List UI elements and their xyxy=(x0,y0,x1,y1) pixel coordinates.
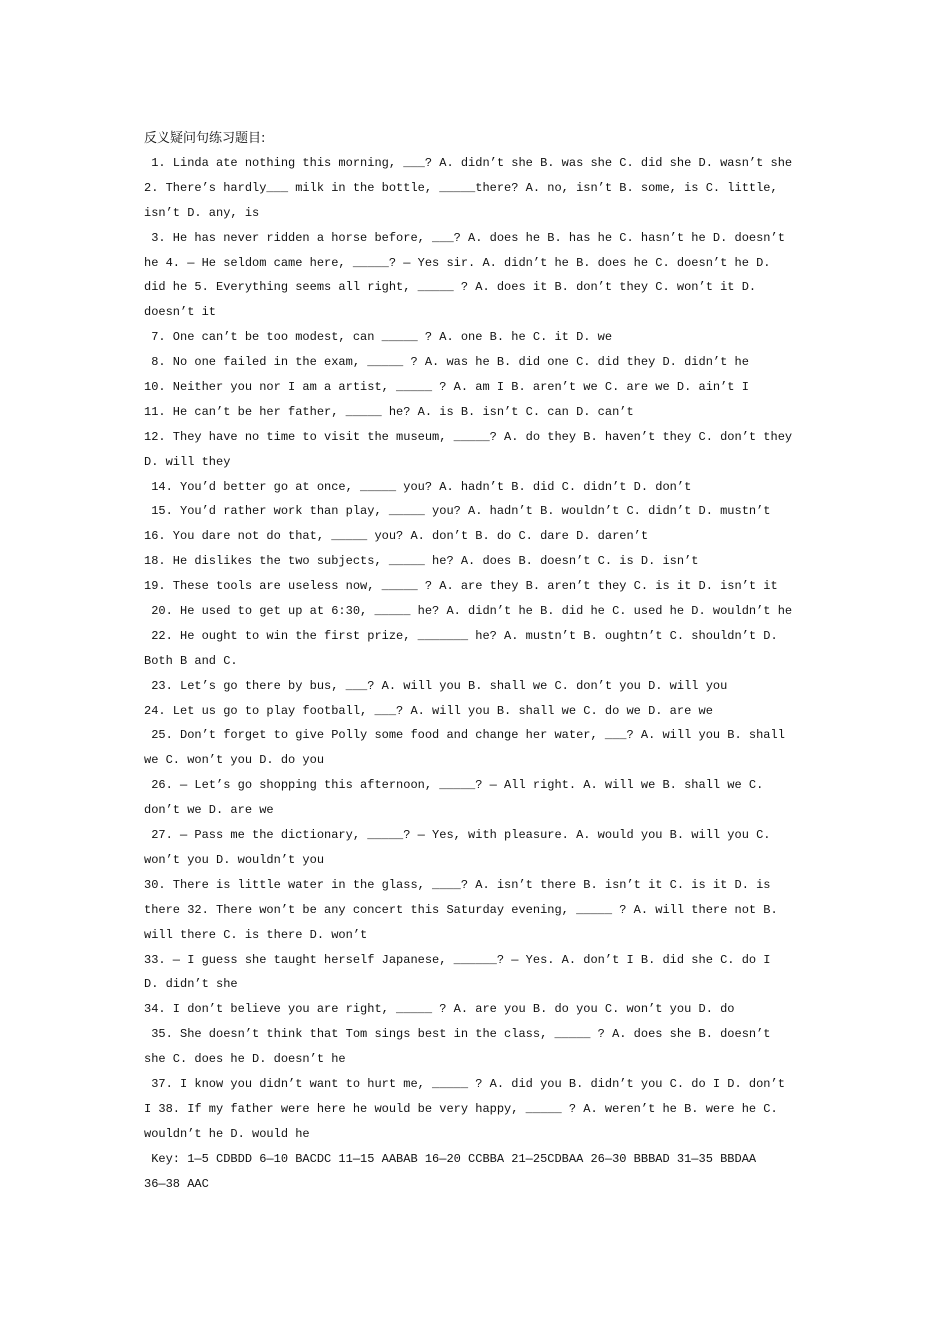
question-line: will there C. is there D. won’t xyxy=(144,927,368,942)
question-line: 8. No one failed in the exam, _____ ? A. was he B. did one C. did they D. didn’t he xyxy=(144,355,749,370)
question-line: 16. You dare not do that, _____ you? A. don’t B. do C. dare D. daren’t xyxy=(144,529,649,544)
question-line: 1. Linda ate nothing this morning, ___? A. didn’t she B. was she C. did she D. wasn’t she xyxy=(144,156,793,170)
question-line: 24. Let us go to play football, ___? A. will you B. shall we C. do we D. are we xyxy=(144,703,713,718)
question-line: Both B and C. xyxy=(144,653,238,668)
question-line: 3. He has never ridden a horse before, ___? A. does he B. has he C. hasn’t he D. doesn’t xyxy=(144,230,785,245)
question-line: 10. Neither you nor I am a artist, _____ ? A. am I B. aren’t we C. are we D. ain’t I xyxy=(144,380,749,395)
question-line: I 38. If my father were here he would be very happy, _____ ? A. weren’t he B. were he C. xyxy=(144,1101,778,1116)
question-line: 22. He ought to win the first prize, _______ he? A. mustn’t B. oughtn’t C. shouldn’t D. xyxy=(144,628,778,643)
question-line: 30. There is little water in the glass, ____? A. isn’t there B. isn’t it C. is it D. is xyxy=(144,877,771,892)
question-line: D. will they xyxy=(144,454,231,469)
question-line: don’t we D. are we xyxy=(144,803,274,818)
question-line: she C. does he D. doesn’t he xyxy=(144,1052,346,1067)
document-page xyxy=(144,126,812,1196)
question-line: D. didn’t she xyxy=(144,977,238,992)
question-line: 14. You’d better go at once, _____ you? A. hadn’t B. did C. didn’t D. don’t xyxy=(144,479,692,494)
question-line: 34. I don’t believe you are right, _____ ? A. are you B. do you C. won’t you D. do xyxy=(144,1002,735,1017)
question-line: 11. He can’t be her father, _____ he? A. is B. isn’t C. can D. can’t xyxy=(144,404,634,419)
answer-key-line: Key: 1—5 CDBDD 6—10 BACDC 11—15 AABAB 16—20 CCBBA 21—25CDBAA 26—30 BBBAD 31—35 BBDAA xyxy=(144,1151,757,1166)
question-line: there 32. There won’t be any concert this Saturday evening, _____ ? A. will there not B. xyxy=(144,902,778,917)
question-line: 26. — Let’s go shopping this afternoon, _____? — All right. A. will we B. shall we C. xyxy=(144,778,764,793)
question-line: 15. You’d rather work than play, _____ you? A. hadn’t B. wouldn’t C. didn’t D. mustn’t xyxy=(144,504,771,519)
question-line: wouldn’t he D. would he xyxy=(144,1126,310,1141)
question-line: 35. She doesn’t think that Tom sings best in the class, _____ ? A. does she B. doesn’t xyxy=(144,1027,771,1042)
question-line: 27. — Pass me the dictionary, _____? — Yes, with pleasure. A. would you B. will you C. xyxy=(144,828,771,843)
question-line: doesn’t it xyxy=(144,305,217,320)
question-line: 23. Let’s go there by bus, ___? A. will you B. shall we C. don’t you D. will you xyxy=(144,678,728,693)
question-line: 20. He used to get up at 6:30, _____ he? A. didn’t he B. did he C. used he D. wouldn’t he xyxy=(144,604,793,619)
question-line: he 4. — He seldom came here, _____? — Yes sir. A. didn’t he B. does he C. doesn’t he D. xyxy=(144,255,771,270)
question-line: 18. He dislikes the two subjects, _____ he? A. does B. doesn’t C. is D. isn’t xyxy=(144,554,699,569)
question-line: 2. There’s hardly___ milk in the bottle, _____there? A. no, isn’t B. some, is C. little, xyxy=(144,180,778,195)
question-line: we C. won’t you D. do you xyxy=(144,753,325,768)
question-line: isn’t D. any, is xyxy=(144,205,260,220)
question-line: 7. One can’t be too modest, can _____ ? A. one B. he C. it D. we xyxy=(144,330,613,345)
question-line: 25. Don’t forget to give Polly some food and change her water, ___? A. will you B. shall xyxy=(144,728,785,743)
question-line: did he 5. Everything seems all right, _____ ? A. does it B. don’t they C. won’t it D. xyxy=(144,280,757,295)
question-line: 19. These tools are useless now, _____ ? A. are they B. aren’t they C. is it D. isn’t it xyxy=(144,579,778,594)
question-line: 12. They have no time to visit the museum, _____? A. do they B. haven’t they C. don’t they xyxy=(144,429,793,444)
document-title: 反义疑问句练习题目: xyxy=(144,131,266,146)
question-line: 37. I know you didn’t want to hurt me, _____ ? A. did you B. didn’t you C. do I D. don’t xyxy=(144,1076,785,1091)
answer-key-line: 36—38 AAC xyxy=(144,1176,209,1191)
question-line: 33. — I guess she taught herself Japanese, ______? — Yes. A. don’t I B. did she C. do I xyxy=(144,952,771,967)
question-line: won’t you D. wouldn’t you xyxy=(144,852,325,867)
